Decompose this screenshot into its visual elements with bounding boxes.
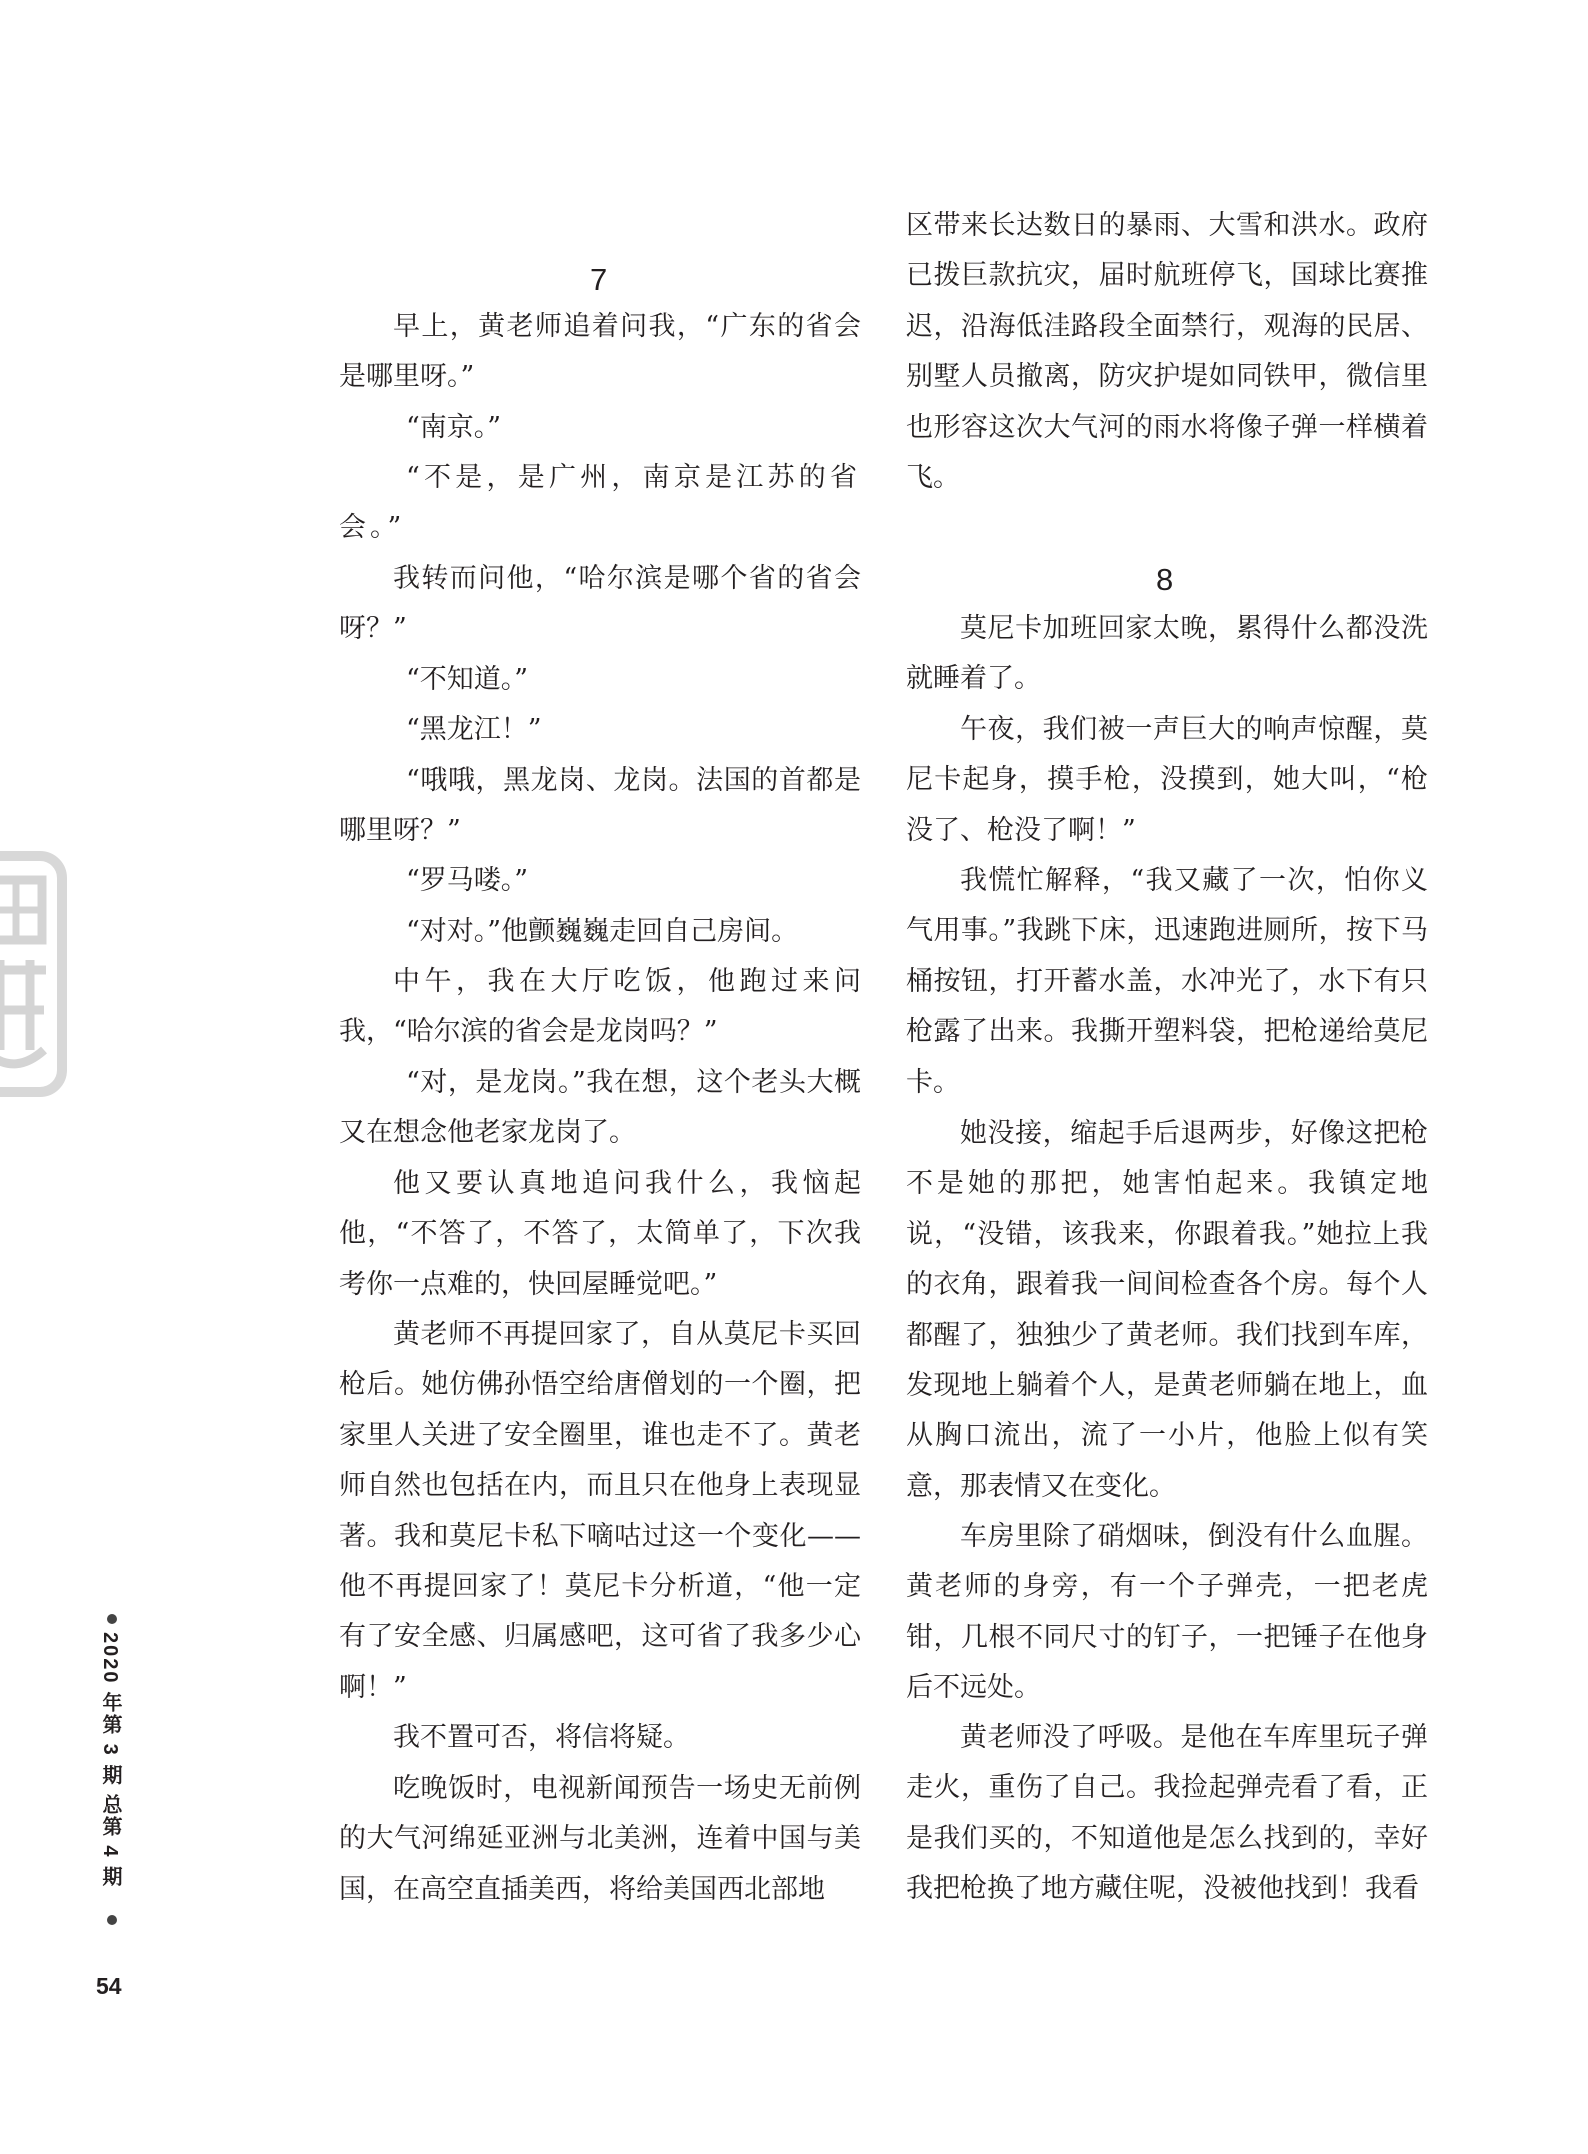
paragraph: 黄老师不再提回家了，自从莫尼卡买回枪后。她仿佛孙悟空给唐僧划的一个圈，把家里人关进了安全圈里，谁也走不了。黄老师自然也包括在内，而且只在他身上表现显著。我和莫尼卡私下嘀咕过这一个变化——他不再提回家了！莫尼卡分析道，“他一定有了安全感、归属感吧，这可省了我多少心啊！”: [339, 1319, 861, 1703]
paragraph: “对对。”他颤巍巍走回自己房间。: [406, 916, 799, 947]
paragraph: 早上，黄老师追着问我，“广东的省会是哪里呀。”: [339, 311, 861, 393]
paragraph: “不知道。”: [406, 664, 529, 695]
paragraph: 中午，我在大厅吃饭，他跑过来问我，“哈尔滨的省会是龙岗吗？”: [339, 966, 861, 1048]
paragraph: “不是，是广州，南京是江苏的省会。”: [339, 462, 861, 544]
paragraph: 区带来长达数日的暴雨、大雪和洪水。政府已拨巨款抗灾，届时航班停飞，国球比赛推迟，沿海低洼路段全面禁行，观海的民居、别墅人员撤离，防灾护堤如同铁甲，微信里也形容这次大气河的雨水将像子弹一样横着飞。: [906, 210, 1428, 494]
section-number-8: 8: [1156, 562, 1174, 597]
paragraph: “对，是龙岗。”我在想，这个老头大概又在想念他老家龙岗了。: [339, 1067, 861, 1149]
paragraph: 我不置可否，将信将疑。: [393, 1722, 690, 1753]
paragraph: 他又要认真地追问我什么，我恼起他，“不答了，不答了，太简单了，下次我考你一点难的，快回屋睡觉吧。”: [339, 1168, 861, 1300]
paragraph: “黑龙江！”: [406, 714, 542, 745]
issue-label: 2020 年第 3 期 总第 4 期: [99, 1632, 121, 1889]
paragraph: 黄老师没了呼吸。是他在车库里玩子弹走火，重伤了自己。我捡起弹壳看了看，正是我们买的，不知道他是怎么找到的，幸好我把枪换了地方藏住呢，没被他找到！我看: [906, 1722, 1428, 1905]
paragraph: 她没接，缩起手后退两步，好像这把枪不是她的那把，她害怕起来。我镇定地说，“没错，该我来，你跟着我。”她拉上我的衣角，跟着我一间间检查各个房。每个人都醒了，独独少了黄老师。我们找到车库，发现地上躺着个人，是黄老师躺在地上，血从胸口流出，流了一小片，他脸上似有笑意，那表情又在变化。: [906, 1118, 1428, 1502]
bullet-dot-icon: [107, 1915, 117, 1925]
paragraph: “罗马喽。”: [406, 865, 529, 896]
bullet-dot-icon: [107, 1614, 117, 1624]
paragraph: 午夜，我们被一声巨大的响声惊醒，莫尼卡起身，摸手枪，没摸到，她大叫，“枪没了、枪没了啊！”: [906, 714, 1428, 846]
paragraph: “哦哦，黑龙岗、龙岗。法国的首都是哪里呀？”: [339, 765, 861, 847]
section-number-7: 7: [590, 262, 608, 297]
page-number: 54: [96, 1973, 122, 1999]
paragraph: 吃晚饭时，电视新闻预告一场史无前例的大气河绵延亚洲与北美洲，连着中国与美国，在高空直插美西，将给美国西北部地: [339, 1773, 861, 1905]
paragraph: 莫尼卡加班回家太晚，累得什么都没洗就睡着了。: [906, 613, 1428, 695]
paragraph: 车房里除了硝烟味，倒没有什么血腥。黄老师的身旁，有一个子弹壳，一把老虎钳，几根不同尺寸的钉子，一把锤子在他身后不远处。: [906, 1521, 1428, 1704]
seal-stamp-icon: [0, 850, 68, 1098]
paragraph: 我转而问他，“哈尔滨是哪个省的省会呀？”: [339, 563, 861, 645]
paragraph: 我慌忙解释，“我又藏了一次，怕你义气用事。”我跳下床，迅速跑进厕所，按下马桶按钮，打开蓄水盖，水冲光了，水下有只枪露了出来。我撕开塑料袋，把枪递给莫尼卡。: [906, 865, 1428, 1098]
paragraph: “南京。”: [406, 412, 502, 443]
